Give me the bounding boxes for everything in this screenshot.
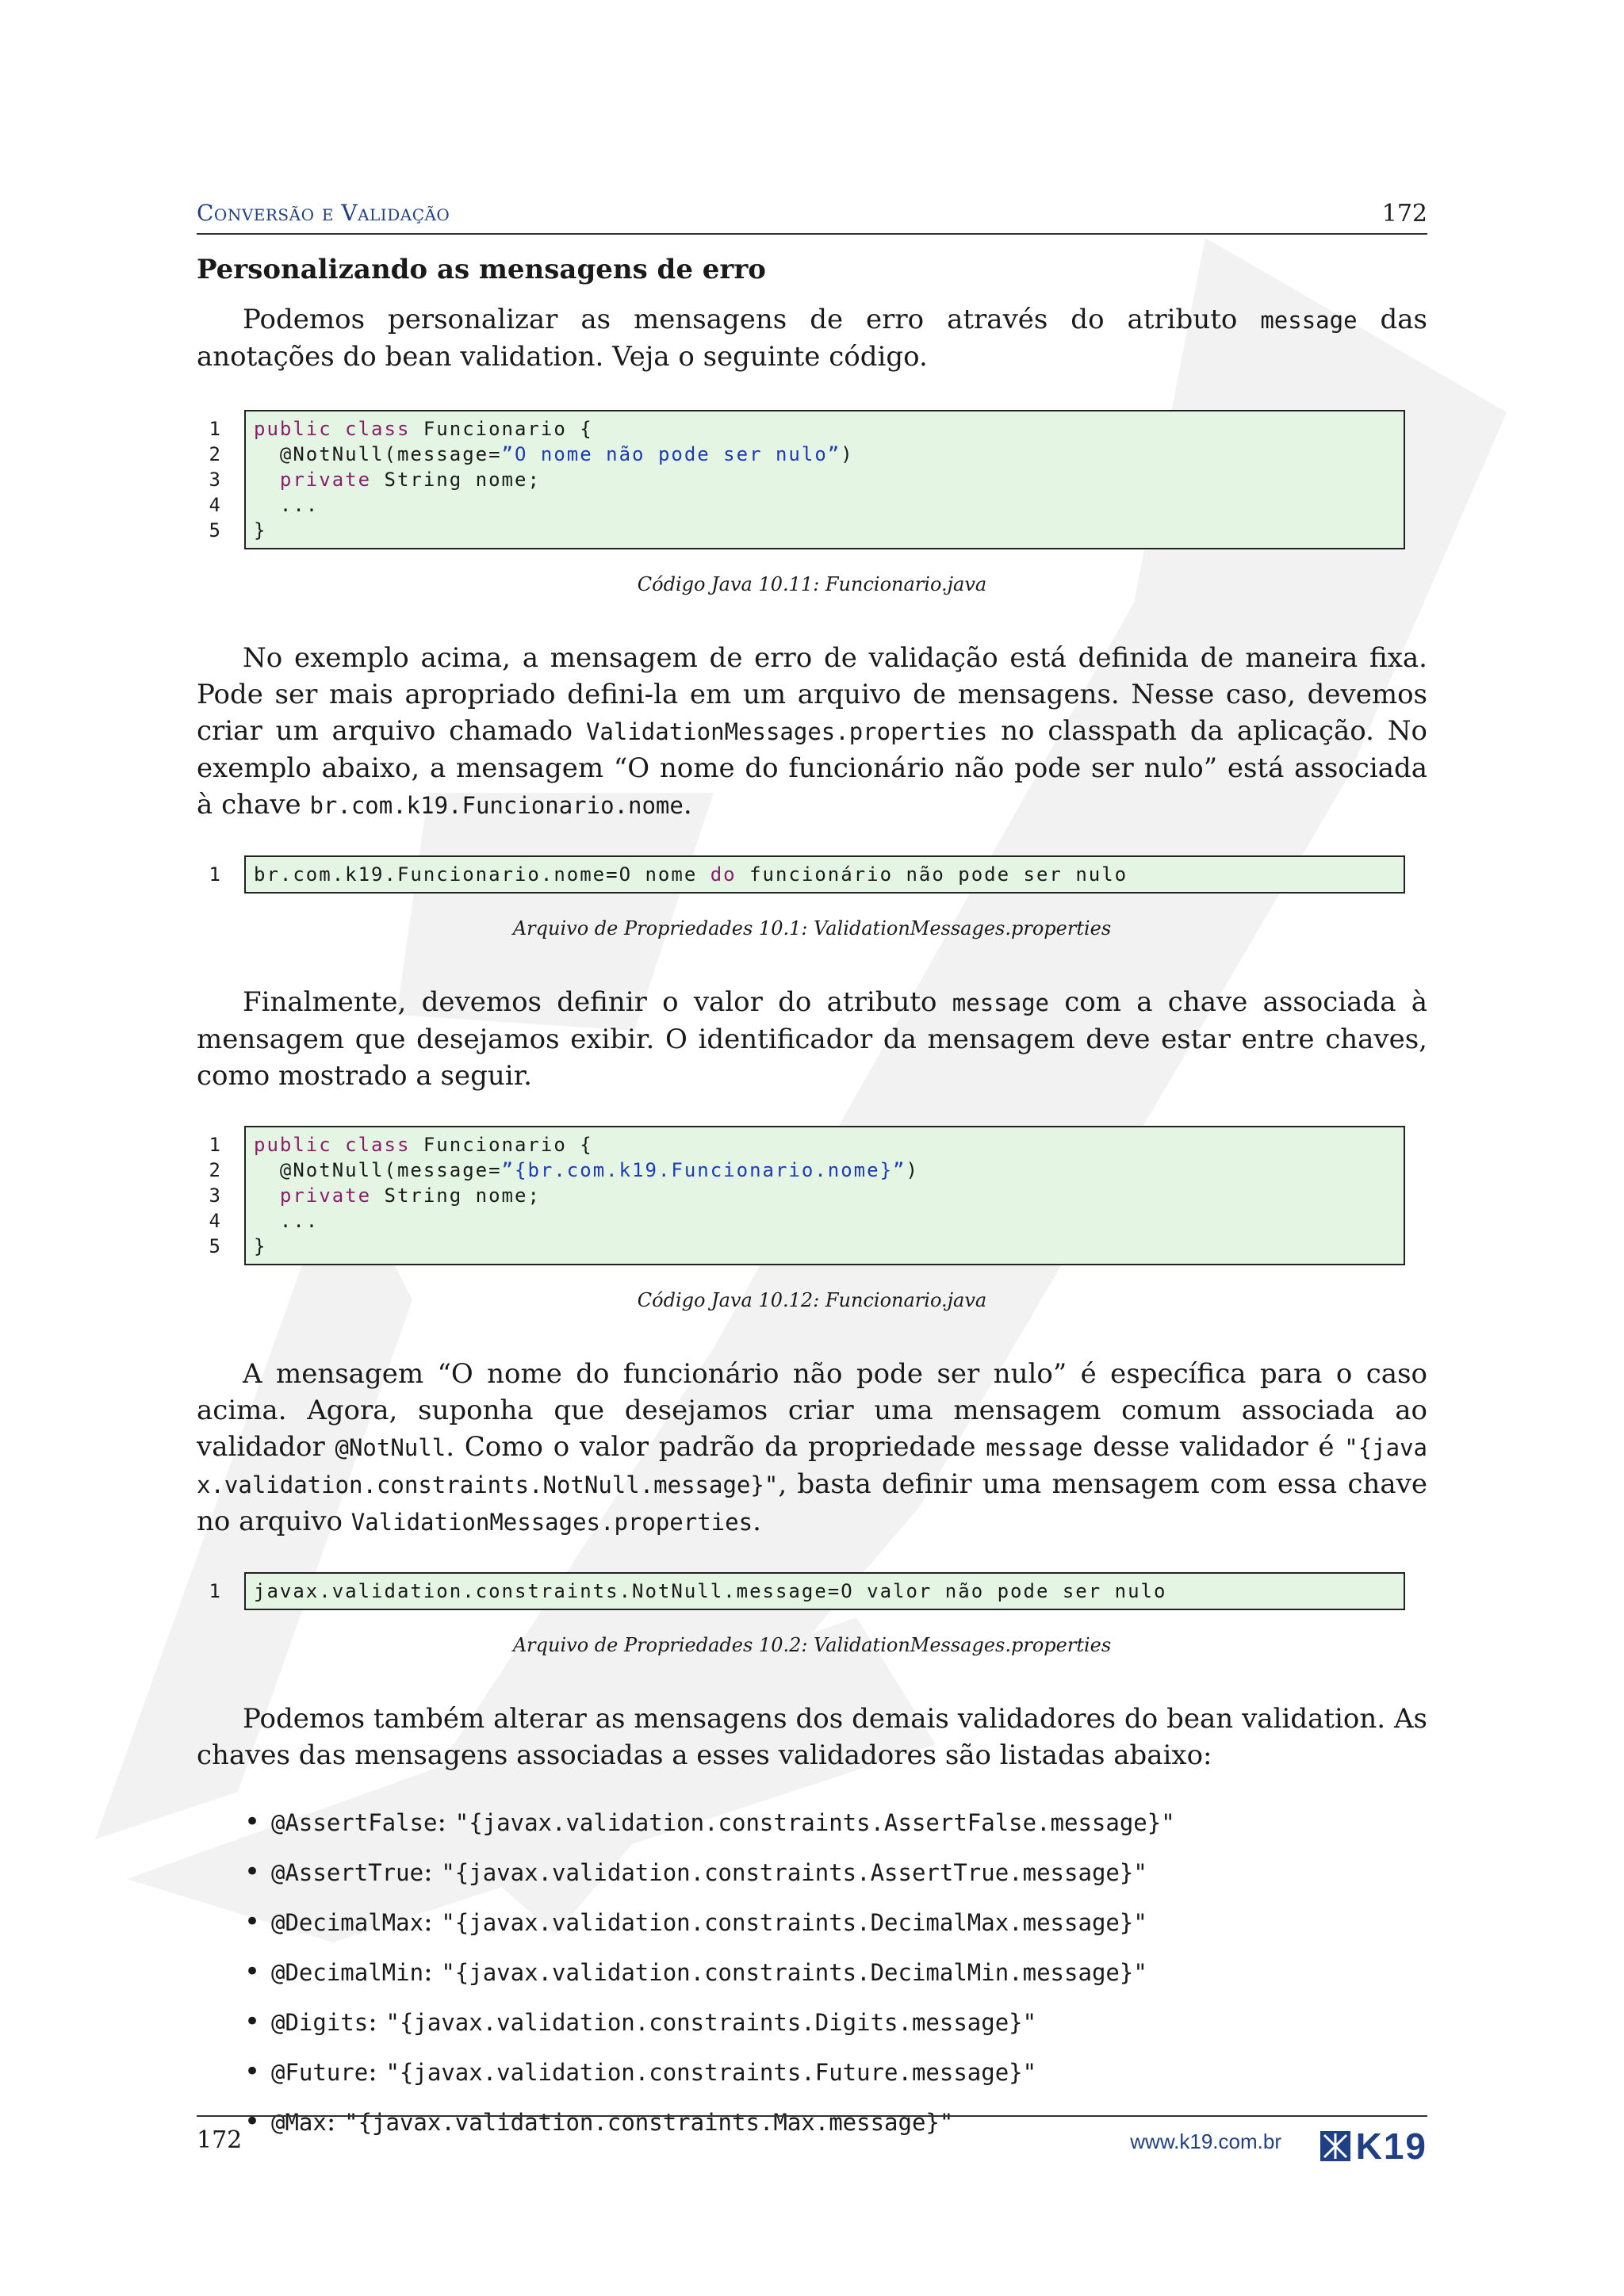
- keyword: do: [710, 863, 737, 886]
- paragraph-3: [197, 984, 1427, 1094]
- list-item-text: [271, 1806, 1175, 1838]
- running-header: [197, 198, 1427, 235]
- code-line: [254, 1158, 1396, 1183]
- code-box: [244, 410, 1405, 549]
- code-text: br.com.k19.Funcionario.nome=O nome: [254, 863, 710, 886]
- line-number: 3: [209, 469, 220, 491]
- code-line: [254, 1183, 1396, 1208]
- list-item-text: [271, 2056, 1036, 2087]
- code-listing-2: [197, 855, 1427, 894]
- line-number: 1: [209, 863, 220, 886]
- code-text: @NotNull(message=: [254, 1159, 502, 1181]
- list-item-text: [271, 1906, 1147, 1938]
- inline-code: message: [952, 989, 1049, 1016]
- paragraph-4: [197, 1356, 1427, 1540]
- keyword: public class: [254, 418, 411, 440]
- inline-code: ValidationMessages.properties: [350, 1509, 753, 1536]
- colon: :: [423, 1956, 433, 1988]
- line-number: 2: [209, 1159, 220, 1181]
- text: das anotações do bean validation. Veja o seguinte código.: [197, 304, 1427, 373]
- line-number: 5: [209, 1235, 220, 1257]
- k19-logo-icon: [1320, 2130, 1351, 2162]
- bullet: •: [244, 1806, 261, 1838]
- text: desse validador é: [1082, 1431, 1345, 1463]
- colon: :: [326, 2106, 336, 2137]
- text: . Como o valor padrão da propriedade: [446, 1431, 986, 1463]
- code-line: }: [254, 519, 267, 541]
- line-number: 3: [209, 1184, 220, 1207]
- validator-key: "{javax.validation.constraints.DecimalMin.message}": [441, 1959, 1147, 1986]
- line-number: 5: [209, 519, 220, 541]
- validator-name: @Future: [271, 2059, 369, 2086]
- listing-caption: Arquivo de Propriedades 10.2: ValidationMessages.properties: [512, 1634, 1112, 1656]
- paragraph-2: [197, 640, 1427, 824]
- inline-code: message: [986, 1434, 1083, 1461]
- validator-name: @Max: [271, 2109, 327, 2136]
- list-item-text: [271, 2006, 1036, 2038]
- line-number: 1: [209, 418, 220, 440]
- keyword: public class: [254, 1134, 411, 1156]
- line-numbers: [197, 862, 220, 887]
- code-line: [254, 467, 1396, 492]
- validator-key-list: [197, 1797, 1427, 2147]
- code-line: javax.validation.constraints.NotNull.message=O valor não pode ser nulo: [254, 1580, 1167, 1602]
- section-title: Personalizando as mensagens de erro: [197, 254, 766, 285]
- listing-caption: Código Java 10.12: Funcionario.java: [637, 1289, 987, 1311]
- line-number: 1: [209, 1134, 220, 1156]
- code-line: [254, 862, 1396, 887]
- line-number: 1: [209, 1580, 220, 1602]
- paragraph-5: Podemos também alterar as mensagens dos demais validadores do bean validation. As chaves das mensagens associadas a esses validadores são listadas abaixo:: [197, 1703, 1427, 1771]
- code-box: [244, 855, 1405, 894]
- colon: :: [423, 1856, 433, 1888]
- listing-caption: Arquivo de Propriedades 10.1: ValidationMessages.properties: [512, 917, 1112, 939]
- line-number: 2: [209, 443, 220, 465]
- colon: :: [423, 1906, 433, 1938]
- code-listing-1: [197, 410, 1427, 549]
- list-item: [197, 1797, 1427, 1847]
- listing-caption: Código Java 10.11: Funcionario.java: [637, 573, 987, 595]
- string-literal: ”{br.com.k19.Funcionario.nome}”: [501, 1159, 906, 1181]
- validator-name: @DecimalMax: [271, 1909, 424, 1936]
- website-link[interactable]: www.k19.com.br: [1130, 2130, 1281, 2153]
- string-literal: ”O nome não pode ser nulo”: [501, 443, 841, 465]
- code-text: ): [841, 443, 854, 465]
- keyword: private: [254, 1184, 372, 1207]
- bullet: •: [244, 1956, 261, 1988]
- line-numbers: [197, 416, 220, 543]
- text: Podemos personalizar as mensagens de erro através do atributo: [243, 304, 1261, 335]
- validator-key: "{javax.validation.constraints.Digits.message}": [385, 2009, 1037, 2036]
- bullet: •: [244, 2106, 261, 2137]
- text: .: [683, 789, 692, 821]
- inline-code: message: [1260, 307, 1358, 334]
- text: Finalmente, devemos definir o valor do atributo: [243, 986, 952, 1018]
- validator-name: @AssertFalse: [271, 1809, 438, 1836]
- code-text: String nome;: [371, 469, 541, 491]
- code-text: Funcionario {: [410, 418, 593, 440]
- text: no classpath da aplicação. No exemplo abaixo, a mensagem “O nome do funcionário não pode ser nulo” está associada à chave: [197, 715, 1427, 821]
- footer-page-number: 172: [197, 2126, 243, 2154]
- inline-code: @NotNull: [335, 1434, 446, 1461]
- code-line: [254, 442, 1396, 467]
- line-numbers: [197, 1578, 220, 1604]
- validator-key: "{javax.validation.constraints.Max.message}": [344, 2109, 954, 2136]
- validator-key: "{javax.validation.constraints.Future.message}": [385, 2059, 1037, 2086]
- code-text: Funcionario {: [410, 1134, 593, 1156]
- code-box: [244, 1572, 1405, 1610]
- page-footer: [197, 2115, 1427, 2167]
- validator-name: @Digits: [271, 2009, 369, 2036]
- bullet: •: [244, 1906, 261, 1938]
- code-text: funcionário não pode ser nulo: [736, 863, 1128, 886]
- code-text: @NotNull(message=: [254, 443, 502, 465]
- k19-logo: [1320, 2125, 1427, 2168]
- chapter-title: Conversão e Validação: [197, 200, 450, 226]
- code-line: [254, 416, 1396, 442]
- code-line: ...: [254, 1210, 320, 1232]
- line-numbers: [197, 1132, 220, 1259]
- bullet: •: [244, 1856, 261, 1888]
- validator-name: @DecimalMin: [271, 1959, 424, 1986]
- code-text: ): [906, 1159, 919, 1181]
- validator-key: "{javax.validation.constraints.AssertFalse.message}": [454, 1809, 1175, 1836]
- line-number: 4: [209, 1210, 220, 1232]
- bullet: •: [244, 2006, 261, 2038]
- inline-code: ValidationMessages.properties: [585, 718, 988, 745]
- line-number: 4: [209, 494, 220, 516]
- paragraph-1: [197, 301, 1427, 375]
- text: A mensagem “O nome do funcionário não pode ser nulo” é específica para o caso acima. Agora, suponha que desejamos criar uma mensagem comum associada ao validador: [197, 1358, 1427, 1463]
- list-item: [197, 1897, 1427, 1947]
- text: com a chave associada à mensagem que desejamos exibir. O identificador da mensagem deve estar entre chaves, como mostrado a seguir.: [197, 986, 1427, 1092]
- text: No exemplo acima, a mensagem de erro de validação está definida de maneira fixa. Pode ser mais apropriado defini-la em um arquivo de mensagens. Nesse caso, devemos criar um arquivo chamado: [197, 642, 1427, 747]
- validator-name: @AssertTrue: [271, 1859, 424, 1886]
- list-item: [197, 1947, 1427, 1997]
- list-item-text: [271, 1856, 1147, 1888]
- code-listing-3: [197, 1126, 1427, 1265]
- text: , basta definir uma mensagem com essa chave no arquivo: [197, 1468, 1427, 1537]
- keyword: private: [254, 469, 372, 491]
- list-item: [197, 2047, 1427, 2097]
- code-line: }: [254, 1235, 267, 1257]
- colon: :: [368, 2056, 377, 2087]
- inline-code: "{javax.validation.constraints.NotNull.message}": [197, 1434, 1427, 1498]
- list-item: [197, 1997, 1427, 2047]
- list-item: [197, 1847, 1427, 1897]
- text: .: [753, 1506, 761, 1537]
- bullet: •: [244, 2056, 261, 2087]
- colon: :: [437, 1806, 446, 1838]
- header-page-number: 172: [1381, 200, 1427, 228]
- code-text: String nome;: [371, 1184, 541, 1207]
- inline-code: br.com.k19.Funcionario.nome: [309, 792, 684, 819]
- list-item-text: [271, 1956, 1147, 1988]
- code-line: ...: [254, 494, 320, 516]
- code-box: [244, 1126, 1405, 1265]
- logo-text: K19: [1355, 2126, 1427, 2167]
- code-listing-4: [197, 1572, 1427, 1610]
- validator-key: "{javax.validation.constraints.DecimalMax.message}": [441, 1909, 1147, 1936]
- colon: :: [368, 2006, 377, 2038]
- validator-key: "{javax.validation.constraints.AssertTrue.message}": [441, 1859, 1147, 1886]
- main-content: [197, 254, 1427, 2147]
- code-line: [254, 1132, 1396, 1158]
